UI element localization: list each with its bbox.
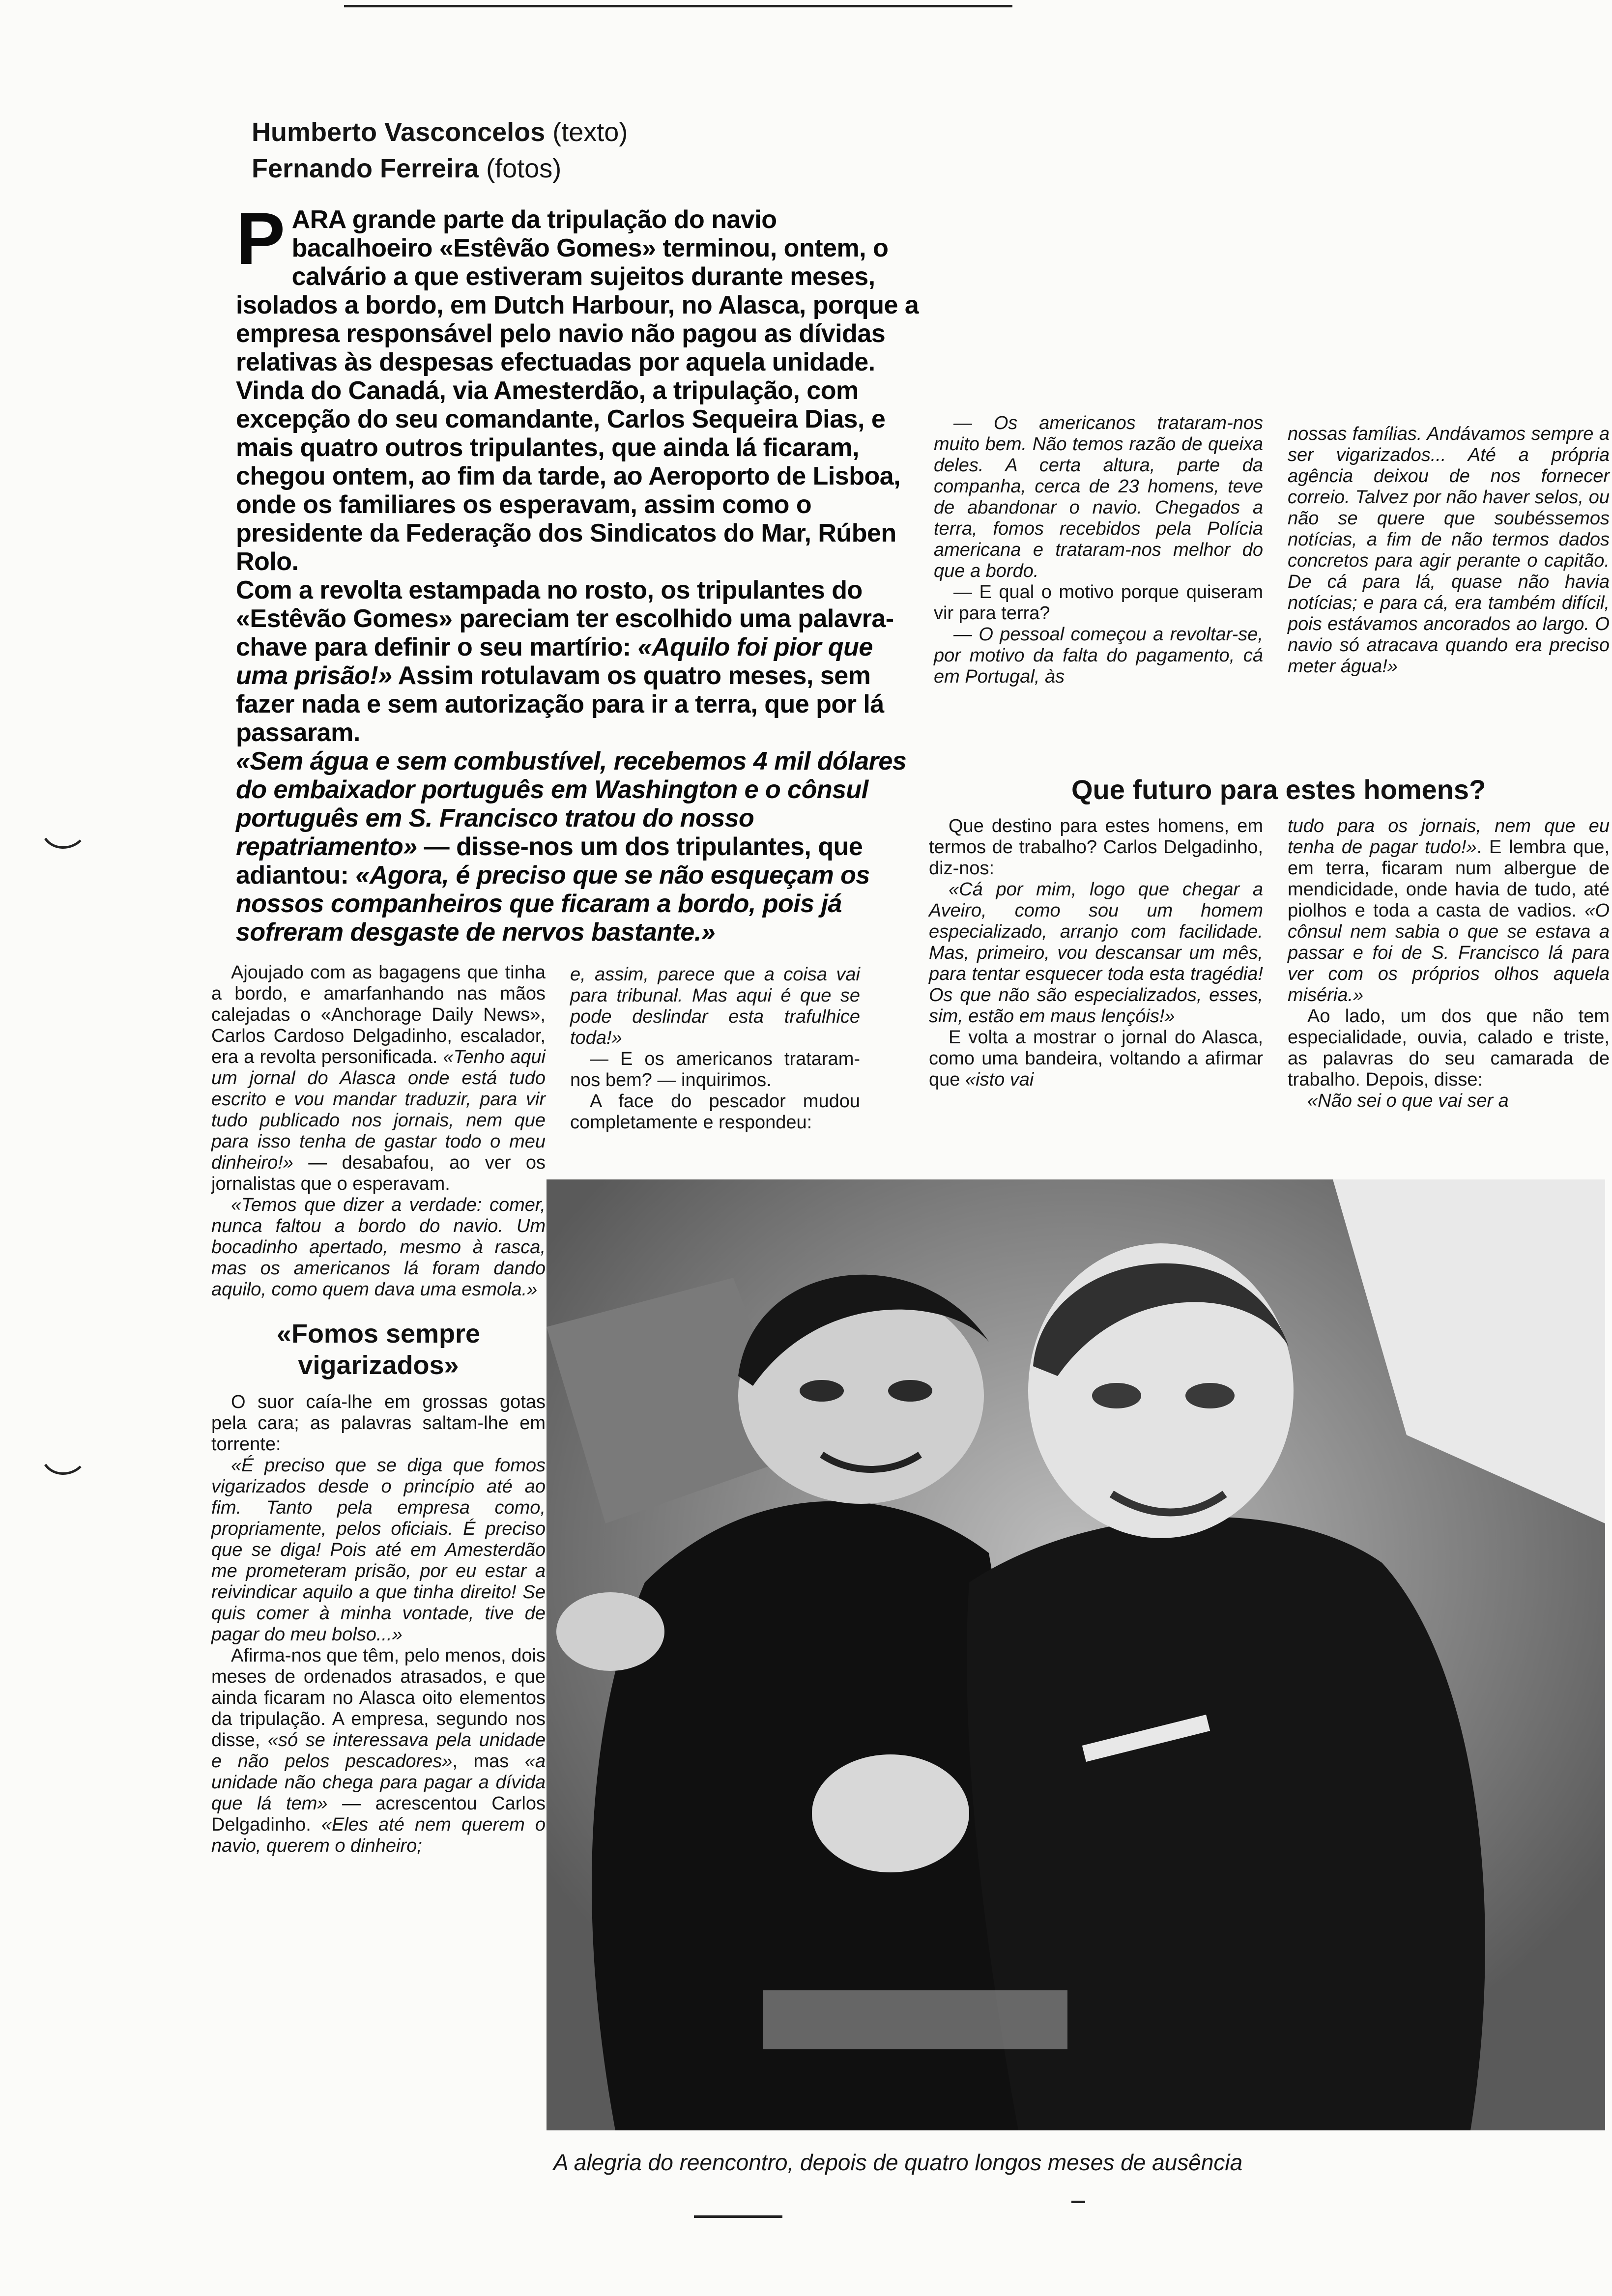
col1-paragraph-3: O suor caía-lhe em grossas gotas pela cara; as palavras saltam-lhe em torrente: (211, 1392, 546, 1455)
col6-paragraph-2: Ao lado, um dos que não tem especialidade, ouvia, calado e triste, as palavras do seu camarada de trabalho. Depois, disse: (1288, 1006, 1610, 1090)
lead-paragraph-1: PARA grande parte da tripulação do navio bacalhoeiro «Estêvão Gomes» terminou, ontem, o calvário a que estiveram sujeitos durante meses, isolados a bordo, em Dutch Harbour, no Alasca, porque a empresa responsável pelo navio não pagou as dívidas relativas às despesas efectuadas por aquela unidade. Vinda do Canadá, via Amesterdão, a tripulação, com excepção do seu comandante, Carlos Sequeira Dias, e mais quatro outros tripulantes, que ainda lá ficaram, chegou ontem, ao fim da tarde, ao Aeroporto de Lisboa, onde os familiares os esperavam, assim como o presidente da Federação dos Sindicatos do Mar, Rúben Rolo. (236, 197, 919, 576)
column-3 (934, 413, 1263, 688)
column-2 (570, 964, 860, 1133)
drop-cap: P (236, 197, 285, 280)
byline-text: Humberto Vasconcelos (texto) (252, 117, 628, 147)
binding-mark-top (43, 835, 83, 855)
byline (252, 114, 628, 187)
col1-paragraph-1: Ajoujado com as bagagens que tinha a bordo, e amarfanhando nas mãos calejadas o «Anchorage Daily News», Carlos Cardoso Delgadinho, escalador, era a revolta personificada. «Tenho aqui um jornal do Alasca onde está tudo escrito e vou mandar traduzir, para vir tudo publicado nos jornais, nem que para isso tenha de gastar todo o meu dinheiro!» — desabafou, ao ver os jornalistas que o esperavam. (211, 962, 546, 1194)
col2-paragraph-1: e, assim, parece que a coisa vai para tribunal. Mas aqui é que se pode deslindar esta trafulhice toda!» (570, 964, 860, 1048)
col5-paragraph-2: «Cá por mim, logo que chegar a Aveiro, como sou um homem especializado, arranjo com facilidade. Mas, primeiro, vou descansar um mês, para tentar esquecer toda esta tragédia! Os que não são especializados, esses, sim, estão em maus lençóis!» (929, 879, 1263, 1027)
photo-caption: A alegria do reencontro, depois de quatro longos meses de ausência (553, 2150, 1243, 2175)
top-rule (344, 5, 1012, 7)
lead-paragraph-3: «Sem água e sem combustível, recebemos 4 mil dólares do embaixador português em Washington e o cônsul português em S. Francisco tratou do nosso repatriamento» — disse-nos um dos tripulantes, que adiantou: «Agora, é preciso que se não esqueçam os nossos companheiros que ficaram a bordo, pois já sofreram desgaste de nervos bastante.» (236, 747, 907, 947)
col2-paragraph-2: — E os americanos trataram-nos bem? — inquirimos. (570, 1049, 860, 1091)
col6-paragraph-1: tudo para os jornais, nem que eu tenha de pagar tudo!». E lembra que, em terra, ficaram num albergue de mendicidade, onde havia de tudo, até piolhos e toda a casta de vadios. «O cônsul nem sabia o que se estava a passar e foi de S. Francisco lá para ver com os próprios olhos aquela miséria.» (1288, 816, 1610, 1005)
byline-photo: Fernando Ferreira (fotos) (252, 154, 562, 183)
column-1 (211, 962, 546, 1857)
col4-paragraph-1: nossas famílias. Andávamos sempre a ser vigarizados... Até a própria agência deixou de nos fornecer correio. Talvez por não haver selos, ou não se quere que soubéssemos notícias, a fim de não termos dados concretos para agir perante o capitão. De cá para lá, quase não havia notícias; e para cá, era também difícil, pois estávamos ancorados ao largo. O navio só atracava quando era preciso meter água!» (1288, 424, 1610, 677)
photo-illustration (547, 1179, 1605, 2130)
col3-paragraph-1: — Os americanos trataram-nos muito bem. Não temos razão de queixa deles. A certa altura, parte da companha, cerca de 23 homens, teve de abandonar o navio. Chegados a terra, fomos recebidos pela Polícia americana e trataram-nos melhor do que a bordo. (934, 413, 1263, 581)
bottom-dash (1071, 2201, 1085, 2203)
subheading-futuro: Que futuro para estes homens? (1071, 774, 1486, 805)
col1-paragraph-4: «É preciso que se diga que fomos vigarizados desde o princípio até ao fim. Tanto pela empresa como, propriamente, pelos oficiais. É preciso que se diga! Pois até em Amesterdão me prometeram prisão, por eu estar a reivindicar aquilo a que tinha direito! Se quis comer à minha vontade, tive de pagar do meu bolso...» (211, 1455, 546, 1645)
col1-paragraph-5: Afirma-nos que têm, pelo menos, dois meses de ordenados atrasados, e que ainda ficaram no Alasca oito elementos da tripulação. A empresa, segundo nos disse, «só se interessava pela unidade e não pelos pescadores», mas «a unidade não chega para pagar a dívida que lá tem» — acrescentou Carlos Delgadinho. «Eles até nem querem o navio, querem o dinheiro; (211, 1645, 546, 1856)
bottom-rule (694, 2215, 782, 2218)
binding-mark-bottom (43, 1462, 83, 1481)
col2-paragraph-3: A face do pescador mudou completamente e respondeu: (570, 1091, 860, 1133)
lead-article (236, 197, 919, 947)
lead-paragraph-2: Com a revolta estampada no rosto, os tripulantes do «Estêvão Gomes» pareciam ter escolhido uma palavra-chave para definir o seu martírio: «Aquilo foi pior que uma prisão!» Assim rotulavam os quatro meses, sem fazer nada e sem autorização para ir a terra, que por lá passaram. (236, 576, 894, 747)
column-6 (1288, 816, 1610, 1112)
subheading-vigarizados: «Fomos sempre vigarizados» (276, 1319, 481, 1380)
column-4 (1288, 424, 1610, 677)
col3-paragraph-3: — O pessoal começou a revoltar-se, por motivo da falta do pagamento, cá em Portugal, às (934, 624, 1263, 687)
col1-paragraph-2: «Temos que dizer a verdade: comer, nunca faltou a bordo do navio. Um bocadinho apertado, mesmo à rasca, mas os americanos lá foram dando aquilo, como quem dava uma esmola.» (211, 1195, 546, 1300)
col5-paragraph-3: E volta a mostrar o jornal do Alasca, como uma bandeira, voltando a afirmar que «isto vai (929, 1027, 1263, 1090)
reunion-photo (547, 1179, 1605, 2130)
col6-paragraph-3: «Não sei o que vai ser a (1307, 1091, 1509, 1111)
col3-paragraph-2: — E qual o motivo porque quiseram vir para terra? (934, 582, 1263, 624)
column-5 (929, 816, 1263, 1091)
col5-paragraph-1: Que destino para estes homens, em termos de trabalho? Carlos Delgadinho, diz-nos: (929, 816, 1263, 879)
